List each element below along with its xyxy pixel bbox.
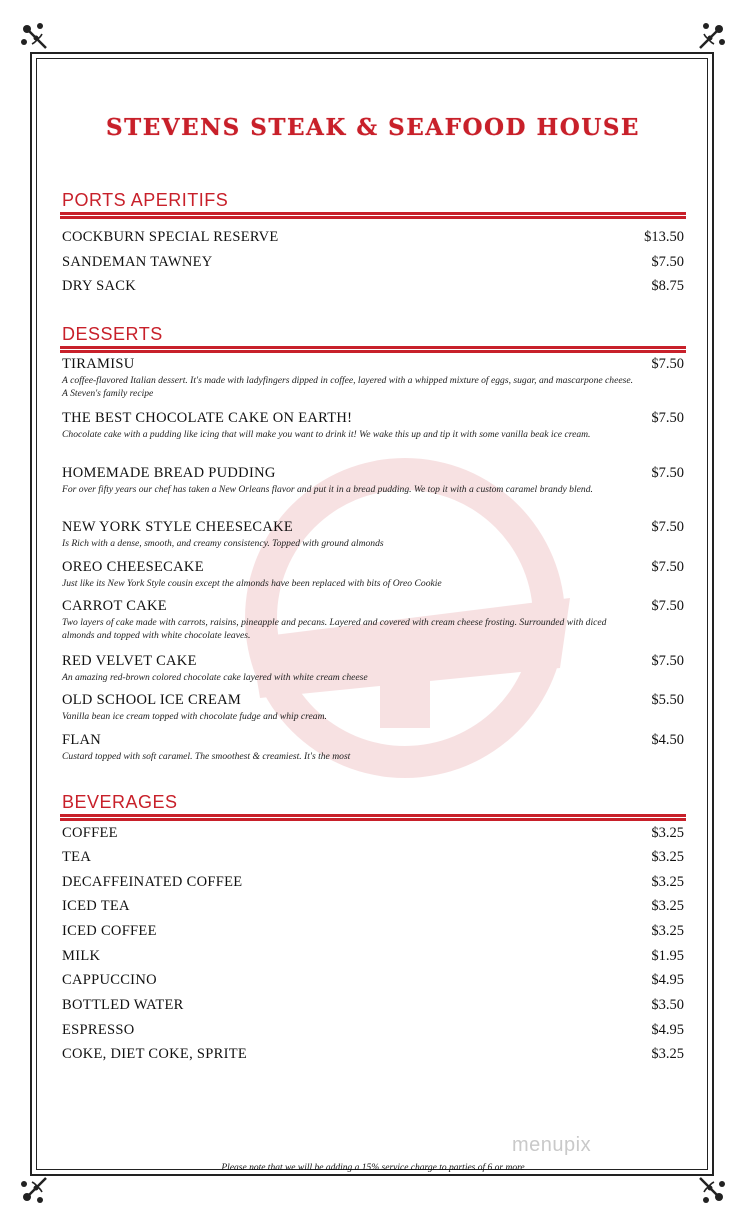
item-name: RED VELVET CAKE (62, 653, 197, 669)
item-price: $13.50 (644, 229, 684, 245)
item-price: $7.50 (651, 519, 684, 535)
item-price: $7.50 (651, 410, 684, 426)
menu-item (62, 356, 684, 400)
item-name: CAPPUCCINO (62, 972, 157, 988)
menu-item (62, 1046, 684, 1063)
section-heading-beverages: BEVERAGES (62, 792, 178, 812)
item-description: Chocolate cake with a pudding like icing that will make you want to drink it! We wake this up and tip it with some vanilla beak ice cream. (62, 429, 591, 440)
menu-item (62, 692, 684, 723)
item-name: MILK (62, 948, 101, 964)
item-price: $3.25 (651, 849, 684, 865)
menu-item (62, 278, 684, 295)
item-name: COCKBURN SPECIAL RESERVE (62, 229, 279, 245)
menu-item (62, 519, 684, 550)
item-name: FLAN (62, 732, 102, 748)
menu-item (62, 1022, 684, 1039)
menu-item (62, 997, 684, 1014)
item-price: $7.50 (651, 653, 684, 669)
item-price: $7.50 (651, 598, 684, 614)
menu-item (62, 229, 684, 246)
item-price: $3.25 (651, 923, 684, 939)
section-heading-desserts: DESSERTS (62, 324, 163, 344)
item-price: $3.25 (651, 1046, 684, 1062)
item-description: An amazing red-brown colored chocolate cake layered with white cream cheese (62, 672, 368, 683)
item-description: Two layers of cake made with carrots, raisins, pineapple and pecans. Layered and covered with cream cheese frosting. Surrounded with diced almonds and topped with white chocolate leaves. (62, 617, 607, 641)
item-description: Is Rich with a dense, smooth, and creamy consistency. Topped with ground almonds (62, 538, 384, 549)
item-name: NEW YORK STYLE CHEESECAKE (62, 519, 294, 535)
item-name: DECAFFEINATED COFFEE (62, 874, 243, 890)
fleur-ornament-icon (694, 20, 728, 54)
menu-item (62, 598, 684, 642)
item-name: TIRAMISU (62, 356, 135, 372)
menu-item (62, 948, 684, 965)
item-name: OLD SCHOOL ICE CREAM (62, 692, 242, 708)
fleur-ornament-icon (18, 20, 52, 54)
section-heading-ports: PORTS APERITIFS (62, 190, 229, 210)
item-price: $1.95 (651, 948, 684, 964)
menu-item (62, 923, 684, 940)
item-price: $4.50 (651, 732, 684, 748)
item-name: DRY SACK (62, 278, 136, 294)
menu-item (62, 559, 684, 590)
item-price: $3.25 (651, 825, 684, 841)
menu-item (62, 972, 684, 989)
menu-item (62, 465, 684, 496)
item-price: $5.50 (651, 692, 684, 708)
item-description: Custard topped with soft caramel. The smoothest & creamiest. It's the most (62, 751, 351, 762)
item-name: OREO CHEESECAKE (62, 559, 204, 575)
item-price: $8.75 (651, 278, 684, 294)
item-name: COFFEE (62, 825, 118, 841)
item-price: $4.95 (651, 972, 684, 988)
item-name: SANDEMAN TAWNEY (62, 254, 213, 270)
item-price: $4.95 (651, 1022, 684, 1038)
item-name: COKE, DIET COKE, SPRITE (62, 1046, 248, 1062)
menu-item (62, 732, 684, 763)
item-name: ESPRESSO (62, 1022, 135, 1038)
item-name: TEA (62, 849, 92, 865)
menu-item (62, 825, 684, 842)
restaurant-title: STEVENS STEAK & SEAFOOD HOUSE (106, 114, 640, 141)
menu-item (62, 410, 684, 441)
item-description: For over fifty years our chef has taken a New Orleans flavor and put it in a bread pudding. We top it with a custom caramel brandy blend. (62, 484, 593, 495)
item-price: $3.25 (651, 874, 684, 890)
menupix-watermark: menupix (512, 1134, 592, 1156)
item-name: THE BEST CHOCOLATE CAKE ON EARTH! (62, 410, 353, 426)
menu-item (62, 653, 684, 684)
item-price: $7.50 (651, 254, 684, 270)
item-price: $7.50 (651, 356, 684, 372)
item-name: ICED COFFEE (62, 923, 157, 939)
item-name: HOMEMADE BREAD PUDDING (62, 465, 276, 481)
menu-item (62, 874, 684, 891)
item-name: CARROT CAKE (62, 598, 167, 614)
item-price: $7.50 (651, 559, 684, 575)
section-divider (60, 346, 686, 353)
fleur-ornament-icon (18, 1172, 52, 1206)
item-name: BOTTLED WATER (62, 997, 184, 1013)
menu-item (62, 898, 684, 915)
item-description: A coffee-flavored Italian dessert. It's made with ladyfingers dipped in coffee, layered with a whipped mixture of eggs, sugar, and mascarpone cheese. A Steven's family recipe (62, 375, 633, 399)
item-description: Just like its New York Style cousin except the almonds have been replaced with bits of Oreo Cookie (62, 578, 442, 589)
item-price: $3.50 (651, 997, 684, 1013)
menu-item (62, 254, 684, 271)
menu-item (62, 849, 684, 866)
item-price: $3.25 (651, 898, 684, 914)
section-divider (60, 814, 686, 821)
item-description: Vanilla bean ice cream topped with chocolate fudge and whip cream. (62, 711, 327, 722)
section-divider (60, 212, 686, 219)
item-name: ICED TEA (62, 898, 130, 914)
item-price: $7.50 (651, 465, 684, 481)
service-charge-note: Please note that we will be adding a 15% service charge to parties of 6 or more (221, 1163, 525, 1173)
fleur-ornament-icon (694, 1172, 728, 1206)
